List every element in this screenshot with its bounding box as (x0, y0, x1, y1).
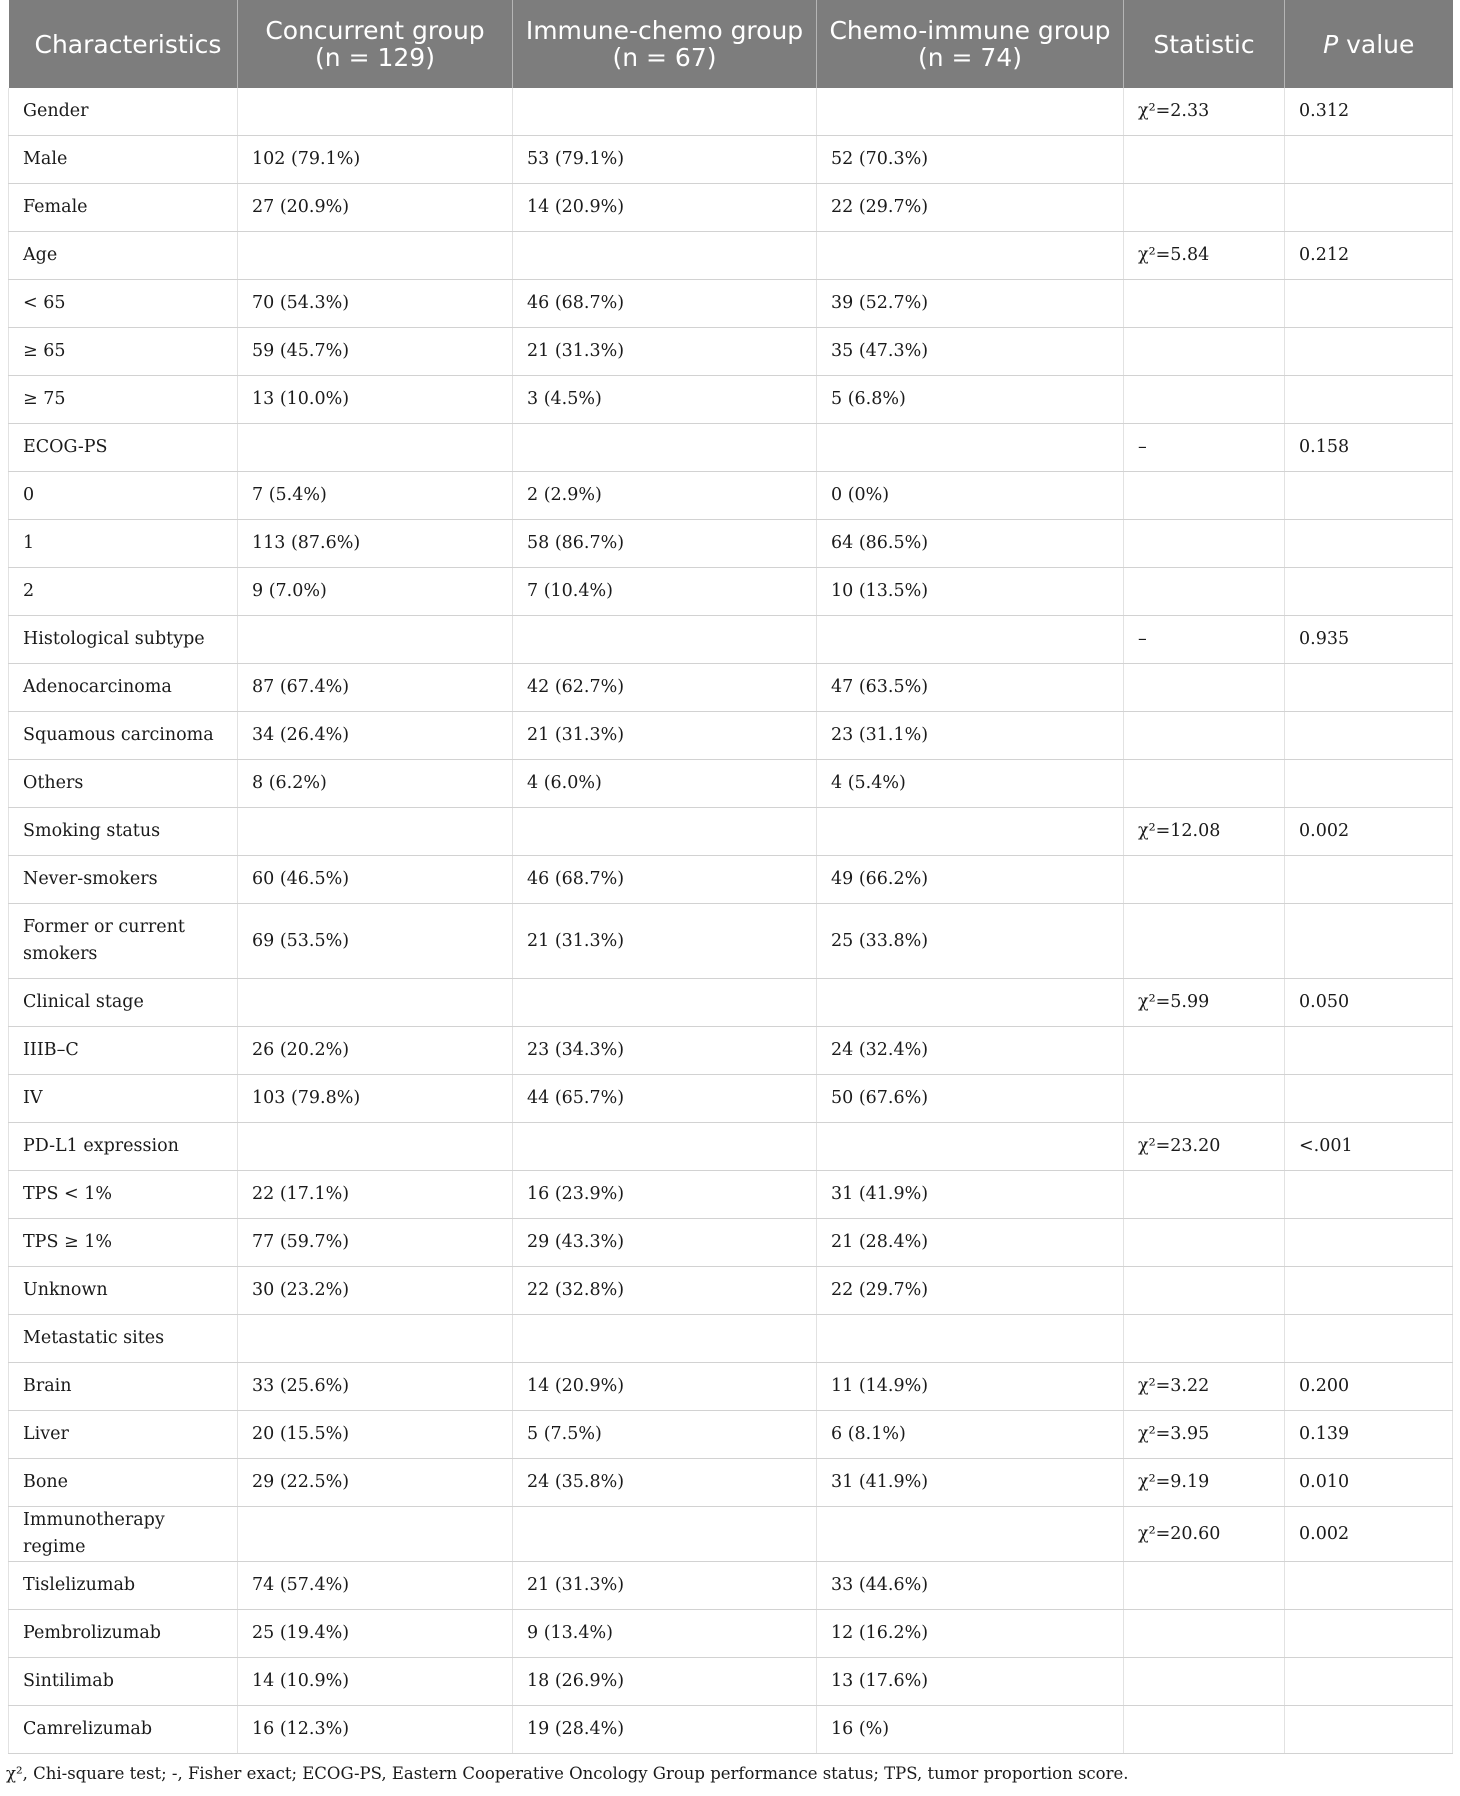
cell-concurrent: 102 (79.1%) (238, 136, 513, 184)
cell-characteristic: TPS ≥ 1% (9, 1219, 238, 1267)
cell-chemo-immune: 10 (13.5%) (817, 568, 1124, 616)
cell-concurrent: 27 (20.9%) (238, 184, 513, 232)
cell-p-value (1285, 1610, 1453, 1658)
cell-statistic: χ²=3.22 (1124, 1363, 1285, 1411)
cell-statistic: χ²=20.60 (1124, 1507, 1285, 1562)
table-row (9, 1459, 1453, 1507)
table-row (9, 1507, 1453, 1562)
cell-statistic (1124, 856, 1285, 904)
cell-concurrent: 77 (59.7%) (238, 1219, 513, 1267)
cell-p-value (1285, 664, 1453, 712)
cell-characteristic: Brain (9, 1363, 238, 1411)
cell-immune-chemo (513, 979, 817, 1027)
cell-p-value (1285, 1706, 1453, 1754)
cell-chemo-immune: 52 (70.3%) (817, 136, 1124, 184)
cell-characteristic: Bone (9, 1459, 238, 1507)
cell-characteristic: Female (9, 184, 238, 232)
cell-chemo-immune: 21 (28.4%) (817, 1219, 1124, 1267)
cell-p-value: <.001 (1285, 1123, 1453, 1171)
cell-characteristic: Sintilimab (9, 1658, 238, 1706)
cell-chemo-immune: 39 (52.7%) (817, 280, 1124, 328)
cell-concurrent: 113 (87.6%) (238, 520, 513, 568)
cell-statistic (1124, 1658, 1285, 1706)
cell-characteristic: Gender (9, 88, 238, 136)
cell-p-value (1285, 1562, 1453, 1610)
cell-concurrent: 14 (10.9%) (238, 1658, 513, 1706)
cell-p-value (1285, 1171, 1453, 1219)
cell-statistic (1124, 376, 1285, 424)
cell-chemo-immune: 4 (5.4%) (817, 760, 1124, 808)
cell-concurrent (238, 88, 513, 136)
table-footnote: χ², Chi-square test; -, Fisher exact; ECOG-PS, Eastern Cooperative Oncology Group performance status; TPS, tumor proportion score. (6, 1764, 1129, 1783)
cell-chemo-immune (817, 232, 1124, 280)
cell-statistic (1124, 664, 1285, 712)
cell-chemo-immune (817, 1315, 1124, 1363)
cell-chemo-immune (817, 424, 1124, 472)
cell-p-value (1285, 856, 1453, 904)
table-row (9, 1610, 1453, 1658)
cell-characteristic: Pembrolizumab (9, 1610, 238, 1658)
table-row (9, 1562, 1453, 1610)
cell-p-value (1285, 1219, 1453, 1267)
cell-characteristic: Immunotherapy regime (9, 1507, 238, 1562)
cell-immune-chemo: 46 (68.7%) (513, 280, 817, 328)
cell-chemo-immune: 24 (32.4%) (817, 1027, 1124, 1075)
table-row (9, 1075, 1453, 1123)
cell-concurrent: 70 (54.3%) (238, 280, 513, 328)
cell-p-value (1285, 1027, 1453, 1075)
cell-p-value (1285, 328, 1453, 376)
cell-p-value (1285, 184, 1453, 232)
cell-immune-chemo: 4 (6.0%) (513, 760, 817, 808)
cell-immune-chemo: 7 (10.4%) (513, 568, 817, 616)
cell-characteristic: 2 (9, 568, 238, 616)
cell-immune-chemo: 58 (86.7%) (513, 520, 817, 568)
cell-characteristic: < 65 (9, 280, 238, 328)
cell-characteristic: 0 (9, 472, 238, 520)
cell-concurrent: 25 (19.4%) (238, 1610, 513, 1658)
cell-characteristic: Tislelizumab (9, 1562, 238, 1610)
cell-chemo-immune: 0 (0%) (817, 472, 1124, 520)
cell-chemo-immune: 22 (29.7%) (817, 184, 1124, 232)
cell-p-value: 0.200 (1285, 1363, 1453, 1411)
cell-p-value: 0.312 (1285, 88, 1453, 136)
cell-immune-chemo: 18 (26.9%) (513, 1658, 817, 1706)
cell-p-value (1285, 712, 1453, 760)
table-row (9, 376, 1453, 424)
cell-statistic (1124, 712, 1285, 760)
cell-chemo-immune (817, 1123, 1124, 1171)
cell-p-value: 0.002 (1285, 808, 1453, 856)
cell-concurrent (238, 424, 513, 472)
table-row (9, 664, 1453, 712)
table-row (9, 424, 1453, 472)
cell-statistic: χ²=9.19 (1124, 1459, 1285, 1507)
table-body (9, 88, 1453, 1754)
cell-statistic (1124, 1706, 1285, 1754)
table-row (9, 280, 1453, 328)
table-row (9, 904, 1453, 979)
cell-characteristic: TPS < 1% (9, 1171, 238, 1219)
cell-statistic: χ²=23.20 (1124, 1123, 1285, 1171)
cell-statistic (1124, 1315, 1285, 1363)
table-row (9, 1123, 1453, 1171)
header-statistic: Statistic (1124, 0, 1285, 88)
table-row (9, 712, 1453, 760)
cell-characteristic: Never-smokers (9, 856, 238, 904)
header-concurrent-group: Concurrent group (n = 129) (238, 0, 513, 88)
cell-concurrent (238, 616, 513, 664)
table-row (9, 1171, 1453, 1219)
cell-p-value: 0.158 (1285, 424, 1453, 472)
cell-statistic: χ²=5.84 (1124, 232, 1285, 280)
table-row (9, 232, 1453, 280)
cell-characteristic: ≥ 65 (9, 328, 238, 376)
cell-p-value (1285, 760, 1453, 808)
cell-p-value (1285, 472, 1453, 520)
cell-characteristic: ≥ 75 (9, 376, 238, 424)
cell-concurrent: 103 (79.8%) (238, 1075, 513, 1123)
table-row (9, 1315, 1453, 1363)
cell-characteristic: IV (9, 1075, 238, 1123)
cell-statistic (1124, 184, 1285, 232)
cell-statistic: χ²=5.99 (1124, 979, 1285, 1027)
table-row (9, 808, 1453, 856)
cell-concurrent: 22 (17.1%) (238, 1171, 513, 1219)
cell-immune-chemo: 16 (23.9%) (513, 1171, 817, 1219)
cell-concurrent: 26 (20.2%) (238, 1027, 513, 1075)
cell-concurrent: 9 (7.0%) (238, 568, 513, 616)
cell-characteristic: Metastatic sites (9, 1315, 238, 1363)
cell-chemo-immune (817, 808, 1124, 856)
cell-p-value (1285, 1075, 1453, 1123)
table-row (9, 520, 1453, 568)
cell-chemo-immune (817, 88, 1124, 136)
cell-immune-chemo: 9 (13.4%) (513, 1610, 817, 1658)
cell-chemo-immune: 64 (86.5%) (817, 520, 1124, 568)
cell-immune-chemo: 19 (28.4%) (513, 1706, 817, 1754)
cell-characteristic: Male (9, 136, 238, 184)
cell-statistic (1124, 472, 1285, 520)
cell-immune-chemo: 24 (35.8%) (513, 1459, 817, 1507)
cell-immune-chemo: 22 (32.8%) (513, 1267, 817, 1315)
cell-statistic (1124, 520, 1285, 568)
table-row (9, 328, 1453, 376)
cell-concurrent: 60 (46.5%) (238, 856, 513, 904)
table-row (9, 136, 1453, 184)
cell-concurrent (238, 232, 513, 280)
cell-chemo-immune: 22 (29.7%) (817, 1267, 1124, 1315)
cell-concurrent (238, 1123, 513, 1171)
table-row (9, 88, 1453, 136)
cell-immune-chemo: 2 (2.9%) (513, 472, 817, 520)
cell-characteristic: Liver (9, 1411, 238, 1459)
cell-chemo-immune: 12 (16.2%) (817, 1610, 1124, 1658)
cell-concurrent: 29 (22.5%) (238, 1459, 513, 1507)
cell-chemo-immune: 11 (14.9%) (817, 1363, 1124, 1411)
cell-statistic: χ²=2.33 (1124, 88, 1285, 136)
cell-immune-chemo: 5 (7.5%) (513, 1411, 817, 1459)
table-row (9, 472, 1453, 520)
cell-immune-chemo (513, 808, 817, 856)
cell-immune-chemo (513, 424, 817, 472)
cell-characteristic: PD-L1 expression (9, 1123, 238, 1171)
cell-concurrent (238, 1315, 513, 1363)
header-row (9, 0, 1453, 88)
cell-immune-chemo: 42 (62.7%) (513, 664, 817, 712)
table-row (9, 1363, 1453, 1411)
cell-chemo-immune: 5 (6.8%) (817, 376, 1124, 424)
cell-chemo-immune: 6 (8.1%) (817, 1411, 1124, 1459)
cell-statistic (1124, 760, 1285, 808)
cell-immune-chemo: 3 (4.5%) (513, 376, 817, 424)
cell-p-value: 0.010 (1285, 1459, 1453, 1507)
cell-concurrent: 34 (26.4%) (238, 712, 513, 760)
cell-statistic (1124, 136, 1285, 184)
table-row (9, 1219, 1453, 1267)
cell-characteristic: Clinical stage (9, 979, 238, 1027)
cell-statistic (1124, 1075, 1285, 1123)
cell-chemo-immune (817, 979, 1124, 1027)
cell-chemo-immune: 16 (%) (817, 1706, 1124, 1754)
cell-concurrent: 59 (45.7%) (238, 328, 513, 376)
cell-immune-chemo: 21 (31.3%) (513, 1562, 817, 1610)
header-characteristics: Characteristics (9, 0, 238, 88)
cell-p-value (1285, 904, 1453, 979)
cell-p-value: 0.050 (1285, 979, 1453, 1027)
cell-statistic (1124, 1027, 1285, 1075)
cell-p-value: 0.935 (1285, 616, 1453, 664)
header-chemo-immune-group: Chemo-immune group (n = 74) (817, 0, 1124, 88)
cell-chemo-immune: 50 (67.6%) (817, 1075, 1124, 1123)
cell-chemo-immune: 13 (17.6%) (817, 1658, 1124, 1706)
cell-p-value: 0.002 (1285, 1507, 1453, 1562)
cell-immune-chemo (513, 616, 817, 664)
table-row (9, 979, 1453, 1027)
cell-immune-chemo: 46 (68.7%) (513, 856, 817, 904)
cell-characteristic: IIIB–C (9, 1027, 238, 1075)
table-row (9, 1706, 1453, 1754)
cell-immune-chemo: 44 (65.7%) (513, 1075, 817, 1123)
cell-statistic (1124, 1562, 1285, 1610)
cell-p-value (1285, 136, 1453, 184)
cell-chemo-immune: 47 (63.5%) (817, 664, 1124, 712)
cell-concurrent (238, 808, 513, 856)
cell-characteristic: Others (9, 760, 238, 808)
cell-chemo-immune: 33 (44.6%) (817, 1562, 1124, 1610)
cell-characteristic: Adenocarcinoma (9, 664, 238, 712)
table-header (9, 0, 1453, 88)
cell-concurrent (238, 1507, 513, 1562)
cell-statistic (1124, 1267, 1285, 1315)
cell-chemo-immune: 25 (33.8%) (817, 904, 1124, 979)
cell-p-value: 0.212 (1285, 232, 1453, 280)
cell-chemo-immune: 49 (66.2%) (817, 856, 1124, 904)
cell-immune-chemo: 21 (31.3%) (513, 712, 817, 760)
cell-statistic (1124, 904, 1285, 979)
cell-concurrent (238, 979, 513, 1027)
cell-immune-chemo: 14 (20.9%) (513, 1363, 817, 1411)
table-row (9, 1411, 1453, 1459)
cell-statistic: – (1124, 616, 1285, 664)
table-row (9, 760, 1453, 808)
cell-chemo-immune: 31 (41.9%) (817, 1171, 1124, 1219)
cell-concurrent: 7 (5.4%) (238, 472, 513, 520)
cell-chemo-immune (817, 1507, 1124, 1562)
cell-statistic: χ²=3.95 (1124, 1411, 1285, 1459)
cell-immune-chemo: 14 (20.9%) (513, 184, 817, 232)
cell-statistic: χ²=12.08 (1124, 808, 1285, 856)
cell-concurrent: 74 (57.4%) (238, 1562, 513, 1610)
cell-immune-chemo (513, 1315, 817, 1363)
table-row (9, 1267, 1453, 1315)
cell-p-value (1285, 1315, 1453, 1363)
cell-chemo-immune (817, 616, 1124, 664)
cell-concurrent: 16 (12.3%) (238, 1706, 513, 1754)
cell-immune-chemo: 21 (31.3%) (513, 328, 817, 376)
table-row (9, 856, 1453, 904)
cell-immune-chemo: 23 (34.3%) (513, 1027, 817, 1075)
table-row (9, 1027, 1453, 1075)
cell-concurrent: 33 (25.6%) (238, 1363, 513, 1411)
cell-immune-chemo: 21 (31.3%) (513, 904, 817, 979)
cell-statistic (1124, 1610, 1285, 1658)
cell-chemo-immune: 23 (31.1%) (817, 712, 1124, 760)
cell-characteristic: Camrelizumab (9, 1706, 238, 1754)
cell-statistic: – (1124, 424, 1285, 472)
cell-p-value (1285, 1267, 1453, 1315)
cell-immune-chemo: 29 (43.3%) (513, 1219, 817, 1267)
table-row (9, 616, 1453, 664)
cell-statistic (1124, 1219, 1285, 1267)
cell-p-value (1285, 280, 1453, 328)
table-row (9, 568, 1453, 616)
cell-characteristic: Age (9, 232, 238, 280)
cell-characteristic: Unknown (9, 1267, 238, 1315)
cell-chemo-immune: 35 (47.3%) (817, 328, 1124, 376)
cell-immune-chemo (513, 1123, 817, 1171)
cell-immune-chemo (513, 88, 817, 136)
cell-concurrent: 20 (15.5%) (238, 1411, 513, 1459)
cell-immune-chemo: 53 (79.1%) (513, 136, 817, 184)
header-p-value: P value (1285, 0, 1453, 88)
cell-immune-chemo (513, 232, 817, 280)
header-immune-chemo-group: Immune-chemo group (n = 67) (513, 0, 817, 88)
cell-statistic (1124, 280, 1285, 328)
cell-p-value (1285, 520, 1453, 568)
cell-characteristic: Smoking status (9, 808, 238, 856)
characteristics-table (8, 0, 1453, 1754)
cell-concurrent: 87 (67.4%) (238, 664, 513, 712)
cell-concurrent: 30 (23.2%) (238, 1267, 513, 1315)
cell-statistic (1124, 328, 1285, 376)
table-row (9, 184, 1453, 232)
cell-characteristic: ECOG-PS (9, 424, 238, 472)
cell-concurrent: 69 (53.5%) (238, 904, 513, 979)
cell-concurrent: 13 (10.0%) (238, 376, 513, 424)
table-row (9, 1658, 1453, 1706)
cell-characteristic: Histological subtype (9, 616, 238, 664)
cell-characteristic: Former or current smokers (9, 904, 238, 979)
cell-p-value (1285, 568, 1453, 616)
cell-p-value: 0.139 (1285, 1411, 1453, 1459)
cell-chemo-immune: 31 (41.9%) (817, 1459, 1124, 1507)
cell-statistic (1124, 568, 1285, 616)
cell-p-value (1285, 376, 1453, 424)
cell-characteristic: Squamous carcinoma (9, 712, 238, 760)
cell-concurrent: 8 (6.2%) (238, 760, 513, 808)
cell-immune-chemo (513, 1507, 817, 1562)
cell-statistic (1124, 1171, 1285, 1219)
cell-characteristic: 1 (9, 520, 238, 568)
cell-p-value (1285, 1658, 1453, 1706)
